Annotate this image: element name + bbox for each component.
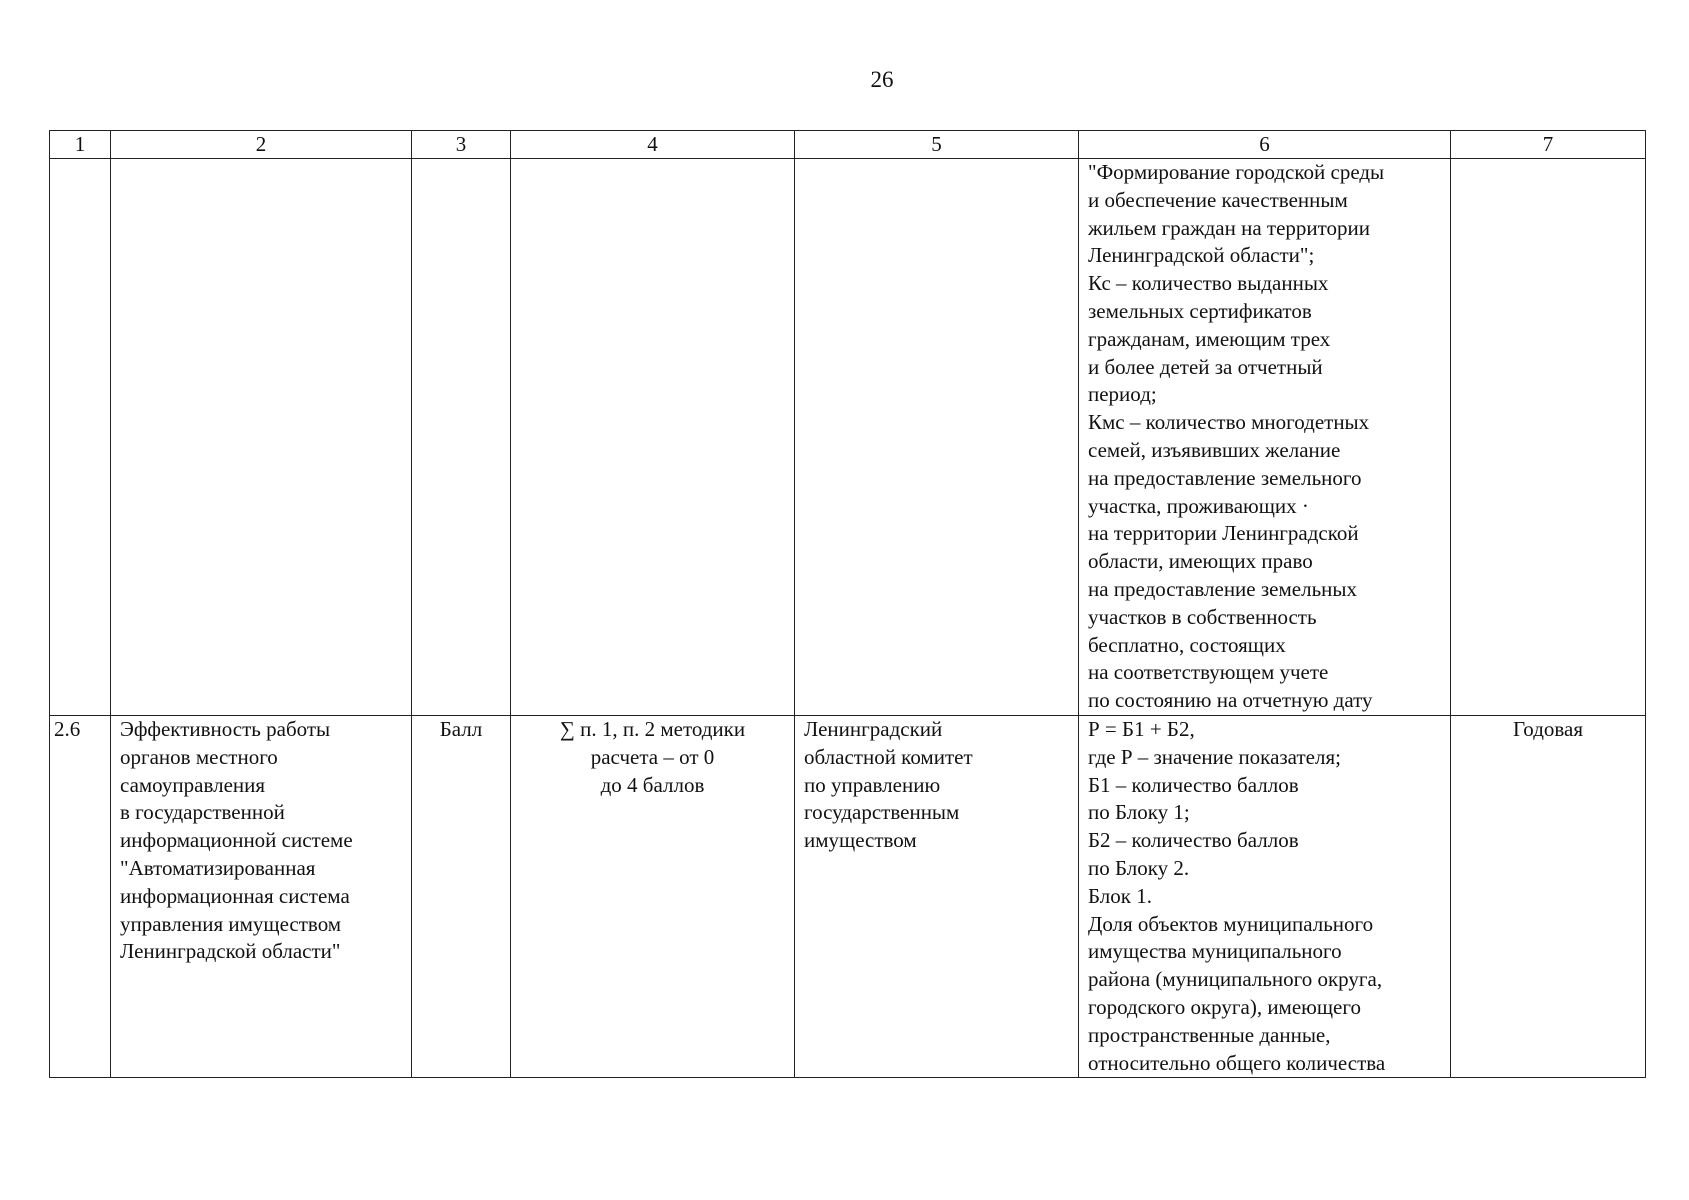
indicator-name-cell xyxy=(111,159,412,716)
table-row xyxy=(50,716,1646,1078)
indicator-name-cell: Эффективность работы органов местного самоуправления в государственной информационной системе "Автоматизированная информационная система управления имуществом Ленинградской области" xyxy=(111,716,412,1078)
unit-cell xyxy=(412,159,511,716)
row-number-cell xyxy=(50,159,111,716)
column-header: 1 xyxy=(50,131,111,159)
indicator-table xyxy=(49,130,1646,1078)
column-header: 3 xyxy=(412,131,511,159)
column-header: 5 xyxy=(795,131,1079,159)
periodicity-cell xyxy=(1451,159,1646,716)
responsible-body-cell xyxy=(795,159,1079,716)
column-header: 6 xyxy=(1079,131,1451,159)
column-header: 4 xyxy=(511,131,795,159)
periodicity-cell: Годовая xyxy=(1451,716,1646,1078)
calculation-cell xyxy=(511,159,795,716)
formula-description-cell: "Формирование городской среды и обеспечение качественным жильем граждан на территории Ленинградской области"; Кс – количество выданных земельных сертификатов гражданам, имеющим трех и более детей за отчетный период; Кмс – количество многодетных семей, изъявивших желание на предоставление земельного участка, проживающих · на территории Ленинградской области, имеющих право на предоставление земельных участков в собственность бесплатно, состоящих на соответствующем учете по состоянию на отчетную дату xyxy=(1079,159,1451,716)
table-row xyxy=(50,159,1646,716)
unit-cell: Балл xyxy=(412,716,511,1078)
formula-description-cell: Р = Б1 + Б2, где Р – значение показателя; Б1 – количество баллов по Блоку 1; Б2 – количество баллов по Блоку 2. Блок 1. Доля объектов муниципального имущества муниципального района (муниципального округа, городского округа), имеющего пространственные данные, относительно общего количества xyxy=(1079,716,1451,1078)
row-number-cell: 2.6 xyxy=(50,716,111,1078)
page-number: 26 xyxy=(870,67,894,92)
table-header-row xyxy=(50,131,1646,159)
column-header: 7 xyxy=(1451,131,1646,159)
responsible-body-cell: Ленинградский областной комитет по управлению государственным имуществом xyxy=(795,716,1079,1078)
calculation-cell: ∑ п. 1, п. 2 методики расчета – от 0 до 4 баллов xyxy=(511,716,795,1078)
column-header: 2 xyxy=(111,131,412,159)
